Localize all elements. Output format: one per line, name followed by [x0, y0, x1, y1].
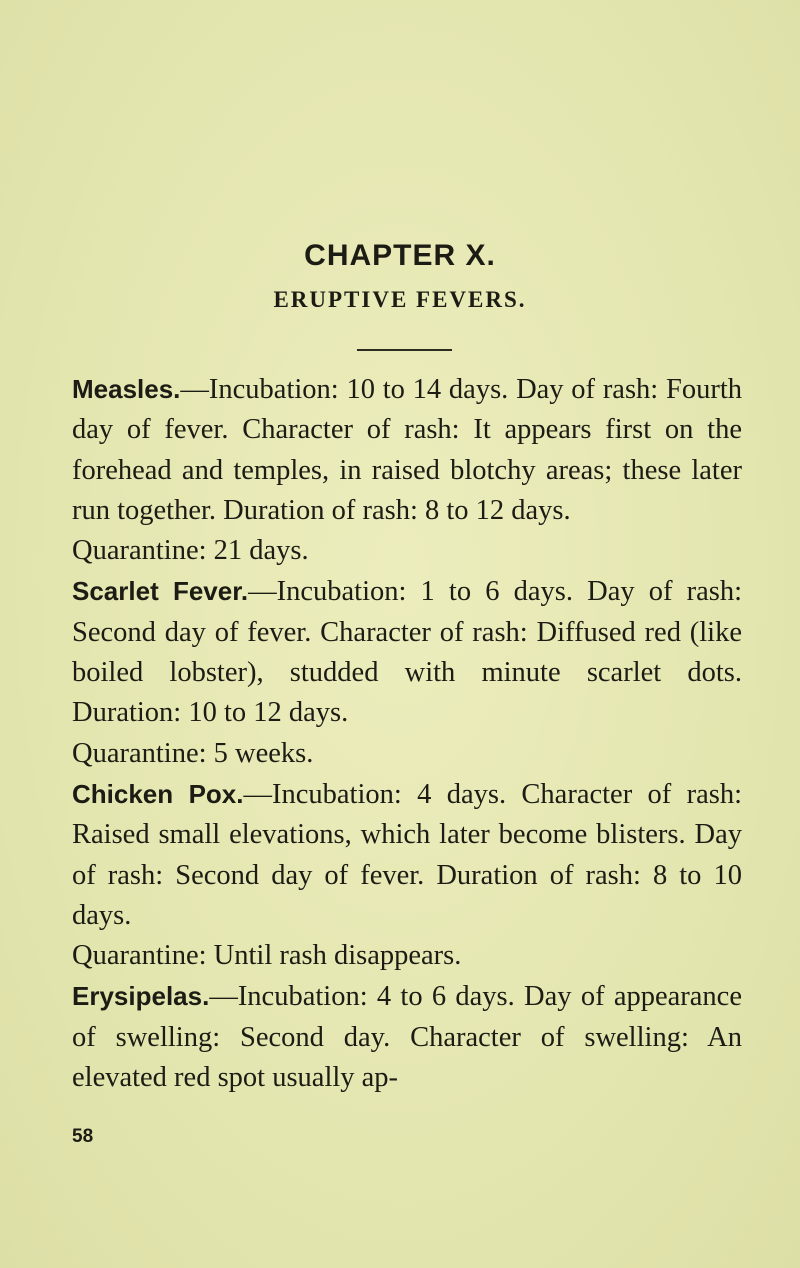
entry-heading: Chicken Pox.: [72, 778, 244, 809]
entry-text: —Incubation: 10 to 14 days. Day of rash: Fourth day of fever. Character of rash: It appears first on the forehead and temples, in raised blotchy areas; these later run together. Duration of rash: 8 to 12 days.: [72, 374, 742, 526]
entry-quarantine: Quarantine: Until rash disappears.: [72, 940, 462, 972]
entry-text: —Incubation: 4 days. Character of rash: Raised small elevations, which later become blisters. Day of rash: Second day of fever. Duration of rash: 8 to 10 days.: [72, 778, 743, 931]
entry-heading: Scarlet Fever.: [72, 576, 249, 607]
entry-heading: Measles.: [72, 374, 181, 404]
entry-scarlet-fever: [72, 571, 742, 733]
entry-measles: [72, 369, 742, 531]
section-divider: [357, 349, 452, 351]
entry-text: —Incubation: 1 to 6 days. Day of rash: Second day of fever. Character of rash: Diffused red (like boiled lobster), studded with minute scarlet dots. Duration: 10 to 12 days.: [72, 576, 742, 729]
page-number: 58: [72, 1126, 94, 1147]
entry-quarantine: Quarantine: 5 weeks.: [72, 737, 314, 769]
entry-chicken-pox: [72, 774, 742, 936]
entry-heading: Erysipelas.: [72, 981, 210, 1012]
body-text: [72, 369, 742, 1098]
entry-quarantine: Quarantine: 21 days.: [72, 535, 309, 567]
chapter-subtitle: ERUPTIVE FEVERS.: [273, 287, 527, 312]
entry-erysipelas: [72, 976, 742, 1098]
entry-text: —Incubation: 4 to 6 days. Day of appearance of swelling: Second day. Character of swelling: An elevated red spot usually ap-: [72, 981, 742, 1094]
chapter-title: CHAPTER X.: [304, 239, 496, 272]
